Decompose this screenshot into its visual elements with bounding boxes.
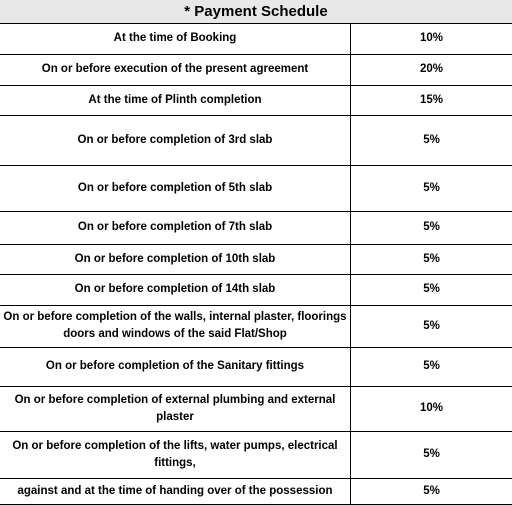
percent-cell: 5% xyxy=(351,211,512,244)
percent-cell: 15% xyxy=(351,85,512,115)
percent-cell: 10% xyxy=(351,24,512,54)
percent-cell: 5% xyxy=(351,165,512,211)
percent-cell: 5% xyxy=(351,347,512,386)
stage-cell: On or before execution of the present agreement xyxy=(0,54,351,85)
percent-cell: 5% xyxy=(351,431,512,478)
percent-cell: 5% xyxy=(351,244,512,274)
stage-cell: On or before completion of 14th slab xyxy=(0,274,351,305)
table-row xyxy=(0,274,512,305)
stage-cell: On or before completion of the walls, internal plaster, floorings doors and windows of the said Flat/Shop xyxy=(0,305,351,347)
percent-cell: 10% xyxy=(351,386,512,431)
table-row xyxy=(0,115,512,165)
stage-cell: On or before completion of external plumbing and external plaster xyxy=(0,386,351,431)
percent-cell: 5% xyxy=(351,305,512,347)
stage-cell: At the time of Booking xyxy=(0,24,351,54)
stage-cell: On or before completion of 10th slab xyxy=(0,244,351,274)
stage-cell: On or before completion of 5th slab xyxy=(0,165,351,211)
table-row xyxy=(0,431,512,478)
stage-cell: On or before completion of the lifts, water pumps, electrical fittings, xyxy=(0,431,351,478)
table-row xyxy=(0,211,512,244)
percent-cell: 20% xyxy=(351,54,512,85)
table-row xyxy=(0,386,512,431)
table-row xyxy=(0,244,512,274)
stage-cell: On or before completion of 7th slab xyxy=(0,211,351,244)
table-row xyxy=(0,85,512,115)
percent-cell: 5% xyxy=(351,115,512,165)
stage-cell: On or before completion of 3rd slab xyxy=(0,115,351,165)
table-row xyxy=(0,478,512,504)
payment-schedule-table xyxy=(0,24,512,505)
stage-cell: At the time of Plinth completion xyxy=(0,85,351,115)
table-row xyxy=(0,54,512,85)
table-row xyxy=(0,165,512,211)
stage-cell: against and at the time of handing over of the possession xyxy=(0,478,351,504)
schedule-title: * Payment Schedule xyxy=(0,0,512,24)
stage-cell: On or before completion of the Sanitary fittings xyxy=(0,347,351,386)
percent-cell: 5% xyxy=(351,274,512,305)
table-row xyxy=(0,347,512,386)
table-row xyxy=(0,305,512,347)
table-row xyxy=(0,24,512,54)
percent-cell: 5% xyxy=(351,478,512,504)
